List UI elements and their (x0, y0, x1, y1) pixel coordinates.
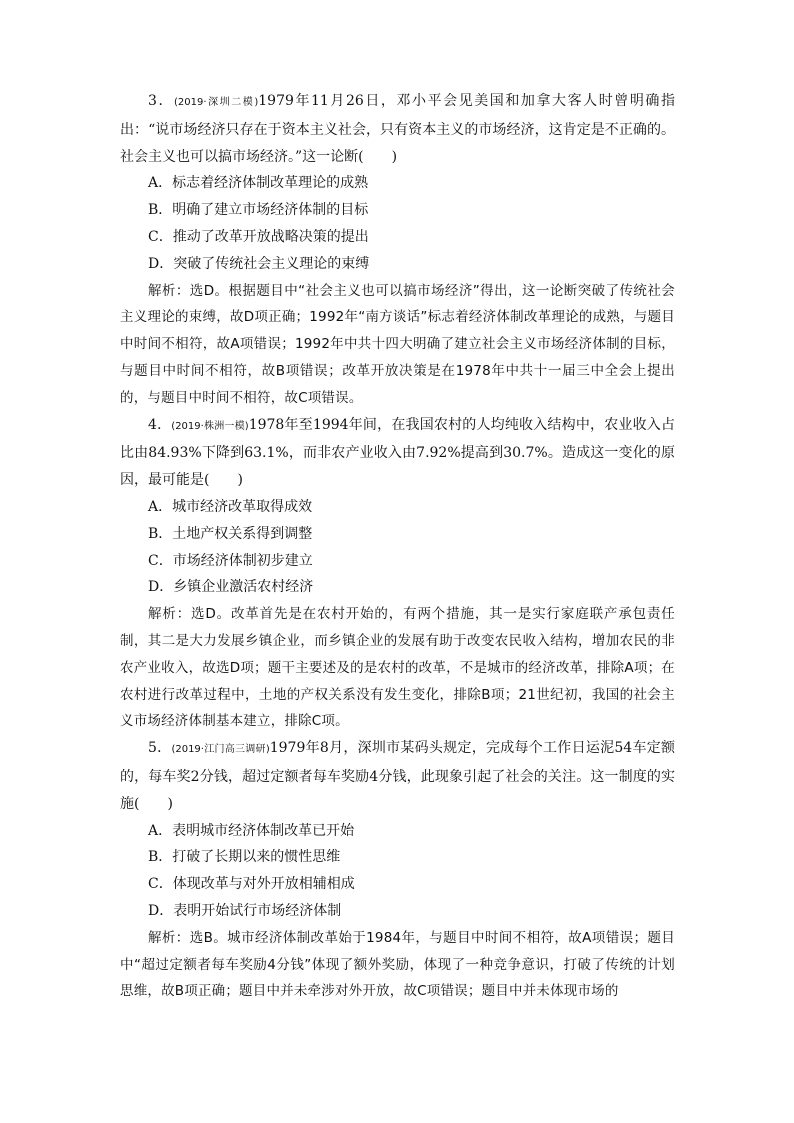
option-b: B．打破了长期以来的惯性思维 (148, 849, 341, 866)
option-c: C．市场经济体制初步建立 (148, 552, 313, 569)
question-stem (120, 412, 675, 494)
answer-analysis: 解析：选D。改革首先是在农村开始的，有两个措施，其一是实行家庭联产承包责任制，其二是大力发展乡镇企业，而乡镇企业的发展有助于改变农民收入结构，增加农民的非农产业收入，故选D项；题干主要述及的是农村的改革，不是城市的经济改革，排除A项；在农村进行改革过程中，土地的产权关系没有发生变化，排除B项；21世纪初，我国的社会主义市场经济体制基本建立，排除C项。 (120, 606, 675, 730)
option-b: B．明确了建立市场经济体制的目标 (148, 202, 369, 219)
question-number: 3． (148, 93, 175, 109)
option-d: D．突破了传统社会主义理论的束缚 (148, 255, 370, 272)
answer-analysis: 解析：选D。根据题目中“社会主义也可以搞市场经济”得出，这一论断突破了传统社会主义理论的束缚，故D项正确；1992年“南方谈话”标志着经济体制改革理论的成熟，与题目中时间不相符，故A项错误；1992年中共十四大明确了建立社会主义市场经济体制的目标，与题目中时间不相符，故B项错误；改革开放决策是在1978年中共十一届三中全会上提出的，与题目中时间不相符，故C项错误。 (120, 282, 675, 406)
option-a: A．表明城市经济体制改革已开始 (148, 822, 355, 839)
option-b: B．土地产权关系得到调整 (148, 525, 313, 542)
question-text: 1979年8月，深圳市某码头规定，完成每个工作日运泥54车定额的，每车奖2分钱，超过定额者每车奖励4分钱，此现象引起了社会的关注。这一制度的实施( ) (120, 740, 675, 812)
option-a: A．标志着经济体制改革理论的成熟 (148, 175, 369, 192)
question-text: 1978年至1994年间，在我国农村的人均纯收入结构中，农业收入占比由84.93%下降到63.1%，而非农产业收入由7.92%提高到30.7%。造成这一变化的原因，最可能是( ) (120, 416, 675, 489)
option-d: D．乡镇企业激活农村经济 (148, 579, 314, 596)
question-source: (2019·江门高三调研) (171, 744, 270, 756)
question-text: 1979年11月26日，邓小平会见美国和加拿大客人时曾明确指出：“说市场经济只存在于资本主义社会，只有资本主义的市场经济，这肯定是不正确的。社会主义也可以搞市场经济。”这一论断( ) (120, 93, 675, 165)
option-a: A．城市经济改革取得成效 (148, 498, 313, 515)
question-stem (120, 735, 675, 817)
question-4 (120, 412, 675, 736)
answer-analysis: 解析：选B。城市经济体制改革始于1984年，与题目中时间不相符，故A项错误；题目中“超过定额者每车奖励4分钱”体现了额外奖励，体现了一种竞争意识，打破了传统的计划思维，故B项正确；题目中并未牵涉对外开放，故C项错误；题目中并未体现市场的 (120, 929, 675, 1000)
question-3 (120, 88, 675, 412)
question-source: (2019·株洲一模) (171, 420, 249, 432)
option-c: C．体现改革与对外开放相辅相成 (148, 876, 355, 893)
question-source: (2019·深圳二模) (174, 97, 259, 108)
question-5 (120, 735, 675, 1005)
page-content (120, 88, 675, 1005)
option-d: D．表明开始试行市场经济体制 (148, 902, 342, 919)
question-stem (120, 88, 675, 170)
question-number: 4． (148, 416, 172, 433)
option-c: C．推动了改革开放战略决策的提出 (148, 228, 369, 245)
question-number: 5． (148, 740, 172, 757)
